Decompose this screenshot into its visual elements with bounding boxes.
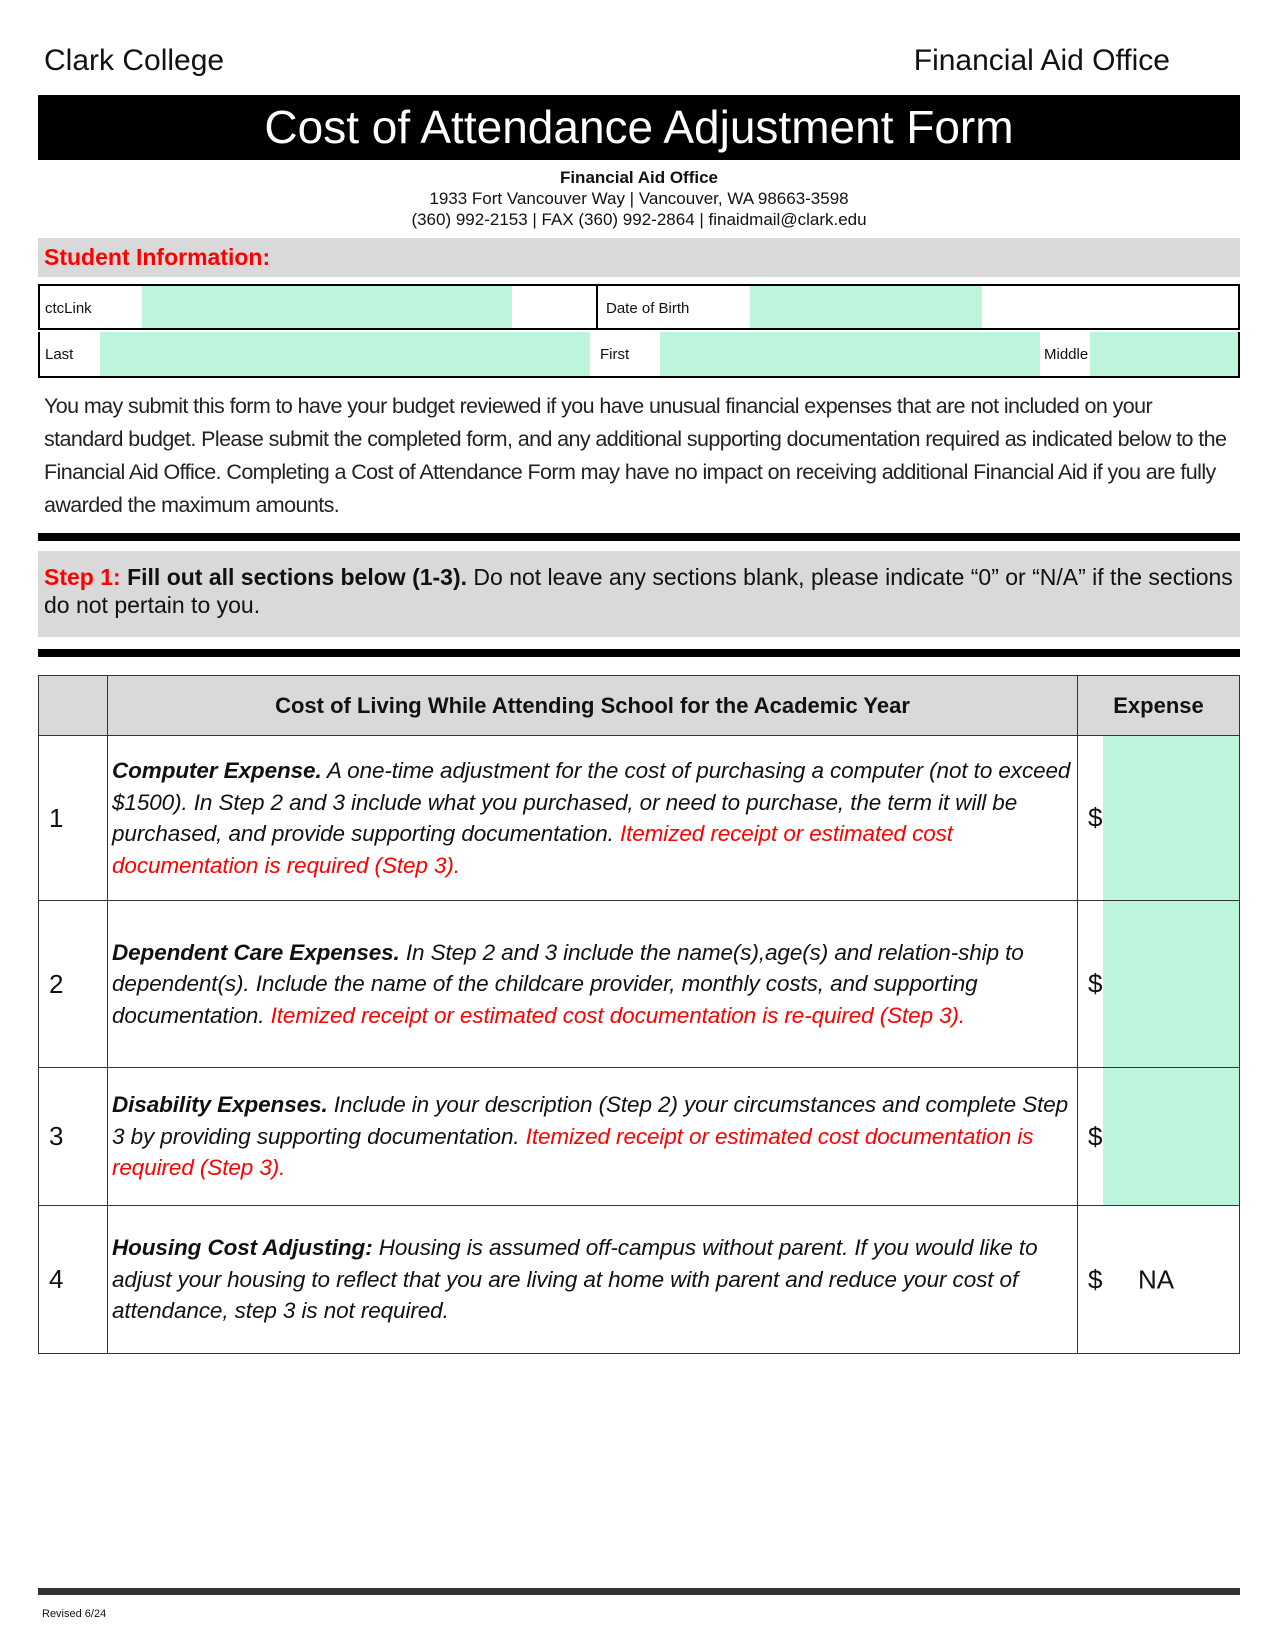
row-text: A one-time adjustment for the cost of purchasing a computer (not to exceed $1500). In Step 2 and 3 include what you purchased, or need to purchase, the term it will be purchased, and provide supporting documentation. xyxy=(112,758,1071,846)
step1-label: Step 1: xyxy=(44,564,121,590)
dollar-sign: $ xyxy=(1088,1264,1103,1294)
divider-rule xyxy=(38,649,1240,657)
student-info-row-1 xyxy=(38,284,1240,330)
contact-heading: Financial Aid Office xyxy=(559,168,719,187)
dollar-sign: $ xyxy=(1088,802,1103,833)
row-number: 4 xyxy=(39,1206,108,1354)
expense-cell xyxy=(1078,1206,1240,1354)
row-required-note: Itemized receipt or estimated cost documentation is required (Step 3). xyxy=(112,1123,1034,1181)
divider xyxy=(596,286,598,328)
row-number: 1 xyxy=(39,736,108,901)
contact-address: 1933 Fort Vancouver Way | Vancouver, WA 98663-3598 xyxy=(429,189,849,208)
table-row xyxy=(39,736,1240,901)
footer-rule xyxy=(38,1588,1240,1595)
table-row xyxy=(39,901,1240,1068)
dollar-sign: $ xyxy=(1088,1121,1103,1151)
middle-name-label: Middle xyxy=(1044,346,1089,363)
last-name-label: Last xyxy=(45,346,74,363)
step1-bold-text: Fill out all sections below (1-3). xyxy=(127,564,468,590)
cost-table xyxy=(38,675,1240,1354)
first-name-label: First xyxy=(600,346,630,363)
table-row xyxy=(39,1068,1240,1206)
row-text: Housing is assumed off-campus without parent. If you would like to adjust your housing to reflect that you are living at home with parent and reduce your cost of attendance, step 3 is not required. xyxy=(112,1235,1038,1324)
ctclink-field[interactable] xyxy=(142,286,512,328)
expense-cell xyxy=(1078,901,1240,1068)
row-required-note: Itemized receipt or estimated cost documentation is re-quired (Step 3). xyxy=(270,1002,966,1028)
row-lead: Housing Cost Adjusting: xyxy=(112,1235,373,1261)
row-lead: Disability Expenses. xyxy=(112,1092,328,1118)
row-text: Include in your description (Step 2) your circumstances and complete Step 3 by providing supporting documentation. xyxy=(112,1092,1069,1149)
student-info-heading: Student Information: xyxy=(38,238,1240,277)
contact-phone: (360) 992-2153 | FAX (360) 992-2864 | finaidmail@clark.edu xyxy=(411,210,867,229)
middle-name-field[interactable] xyxy=(1090,332,1238,376)
expense-input[interactable] xyxy=(1103,736,1239,900)
row-required-note: Itemized receipt or estimated cost documentation is required (Step 3). xyxy=(112,821,953,878)
expense-input[interactable] xyxy=(1103,901,1239,1067)
intro-paragraph: You may submit this form to have your budget reviewed if you have unusual financial expenses that are not included on your standard budget. Please submit the completed form, and any additional supporting documentation required as indicated below to the Financial Aid Office. Completing a Cost of Attendance Form may have no impact on receiving additional Financial Aid if you are fully awarded the maximum amounts. xyxy=(44,394,1227,517)
expense-input[interactable] xyxy=(1103,1068,1239,1205)
row-lead: Dependent Care Expenses. xyxy=(112,939,400,965)
dollar-sign: $ xyxy=(1088,968,1103,999)
revision-date: Revised 6/24 xyxy=(42,1608,107,1620)
table-header-num xyxy=(39,676,108,736)
row-description xyxy=(108,1068,1078,1206)
last-name-field[interactable] xyxy=(100,332,590,376)
row-lead: Computer Expense. xyxy=(112,758,322,783)
step1-text: Do not leave any sections blank, please indicate “0” or “N/A” if the sections do not pertain to you. xyxy=(44,564,1233,618)
college-name: Clark College xyxy=(44,44,225,77)
table-header-desc: Cost of Living While Attending School for the Academic Year xyxy=(108,676,1078,736)
contact-block xyxy=(38,167,1240,230)
first-name-field[interactable] xyxy=(660,332,1040,376)
row-description xyxy=(108,1206,1078,1354)
row-description xyxy=(108,736,1078,901)
row-description xyxy=(108,901,1078,1068)
row-text: In Step 2 and 3 include the name(s),age(s) and relation-ship to dependent(s). Include the name of the childcare provider, monthly costs, and supporting documentation. xyxy=(112,939,1024,1028)
divider-rule xyxy=(38,533,1240,541)
expense-value: NA xyxy=(1138,1264,1175,1294)
dob-label: Date of Birth xyxy=(606,300,690,317)
step1-box xyxy=(38,551,1240,637)
dob-field[interactable] xyxy=(750,286,982,328)
expense-cell xyxy=(1078,736,1240,901)
student-info-row-2 xyxy=(38,332,1240,378)
table-row xyxy=(39,1206,1240,1354)
form-title: Cost of Attendance Adjustment Form xyxy=(38,95,1240,160)
office-name: Financial Aid Office xyxy=(913,44,1170,77)
row-number: 3 xyxy=(39,1068,108,1206)
table-header-expense: Expense xyxy=(1078,676,1240,736)
ctclink-label: ctcLink xyxy=(45,300,92,317)
row-number: 2 xyxy=(39,901,108,1068)
expense-cell xyxy=(1078,1068,1240,1206)
